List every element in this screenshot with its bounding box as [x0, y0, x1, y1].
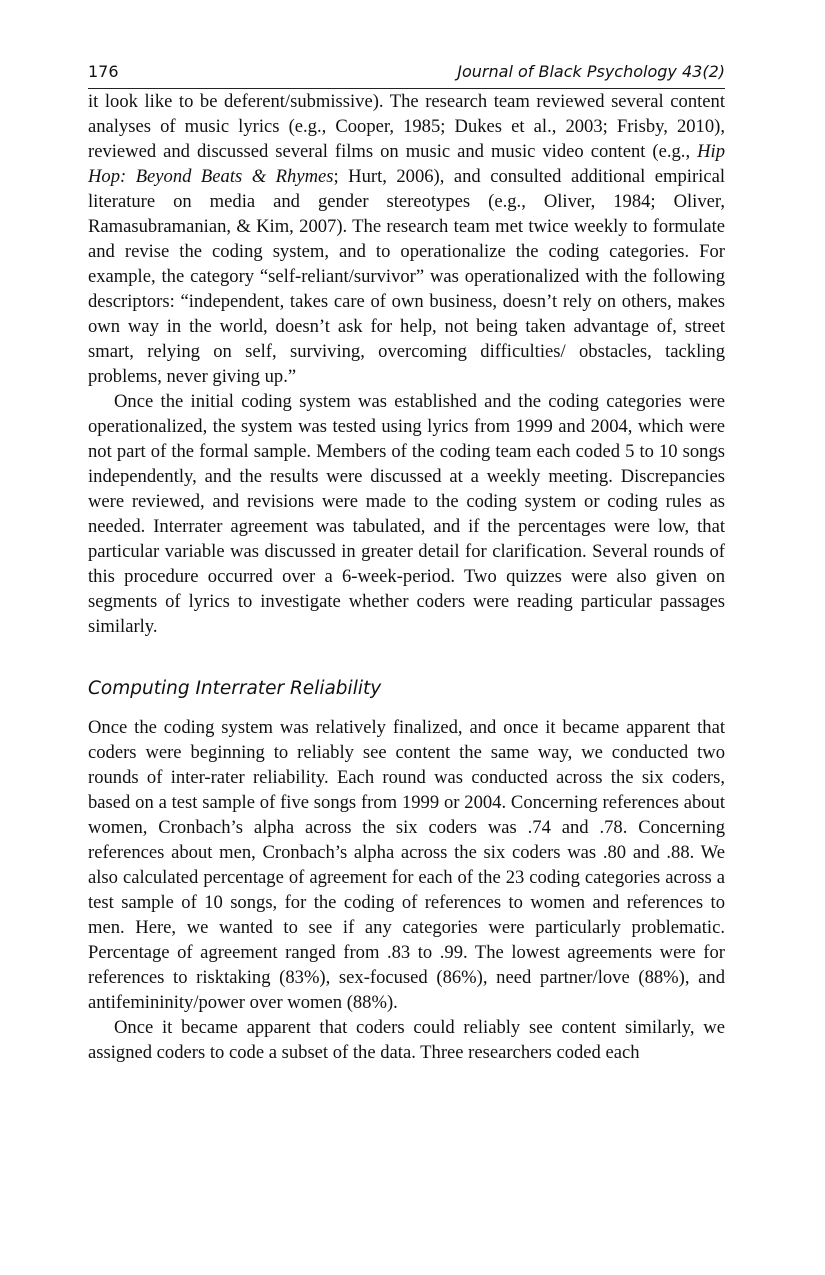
article-body [88, 89, 725, 1065]
article-page [88, 62, 725, 1065]
journal-title: Journal of Black Psychology 43(2) [457, 62, 725, 81]
paragraph-assignment: Once it became apparent that coders could reliably see content similarly, we assigned coders to code a subset of the data. Three researchers coded each [88, 1017, 725, 1063]
page-number: 176 [88, 62, 119, 81]
paragraph-continued [88, 89, 725, 389]
paragraph-reliability: Once the coding system was relatively finalized, and once it became apparent that coders were beginning to reliably see content the same way, we conducted two rounds of inter-rater reliability. Each round was conducted across the six coders, based on a test sample of five songs from 1999 or 2004. Concerning references about women, Cronbach’s alpha across the six coders was .74 and .78. Concerning references about men, Cronbach’s alpha across the six coders was .80 and .88. We also calculated percentage of agreement for each of the 23 coding categories across a test sample of 10 songs, for the coding of references to women and references to men. Here, we wanted to see if any categories were particularly problematic. Percentage of agreement ranged from .83 to .99. The lowest agreements were for references to risktaking (83%), sex-focused (86%), need partner/love (88%), and antifemininity/power over women (88%). [88, 717, 725, 1013]
paragraph-coding-test: Once the initial coding system was established and the coding categories were operationalized, the system was tested using lyrics from 1999 and 2004, which were not part of the formal sample. Members of the coding team each coded 5 to 10 songs independently, and the results were discussed at a weekly meeting. Discrepancies were reviewed, and revisions were made to the coding system or coding rules as needed. Interrater agreement was tabulated, and if the percentages were low, that particular variable was discussed in greater detail for clarification. Several rounds of this procedure occurred over a 6-week-period. Two quizzes were also given on segments of lyrics to investigate whether coders were reading particular passages similarly. [88, 391, 725, 637]
paragraph-text-end: ; Hurt, 2006), and consulted additional empirical literature on media and gender stereotypes (e.g., Oliver, 1984; Oliver, Ramasubramanian, & Kim, 2007). The research team met twice weekly to formulate and revise the coding system, and to operationalize the coding categories. For example, the category “self-reliant/survivor” was operationalized with the following descriptors: “independent, takes care of own business, doesn’t rely on others, makes own way in the world, doesn’t ask for help, not being taken advantage of, street smart, relying on self, surviving, overcoming difficulties/ obstacles, tackling problems, never giving up.” [88, 166, 725, 387]
paragraph-text-start: it look like to be deferent/submissive). The research team reviewed several content analyses of music lyrics (e.g., Cooper, 1985; Dukes et al., 2003; Frisby, 2010), reviewed and discussed several films on music and music video content (e.g., [88, 91, 725, 162]
running-header [88, 62, 725, 89]
film-title: Hip Hop: Beyond Beats & Rhymes [88, 141, 725, 187]
section-heading: Computing Interrater Reliability [88, 678, 382, 699]
